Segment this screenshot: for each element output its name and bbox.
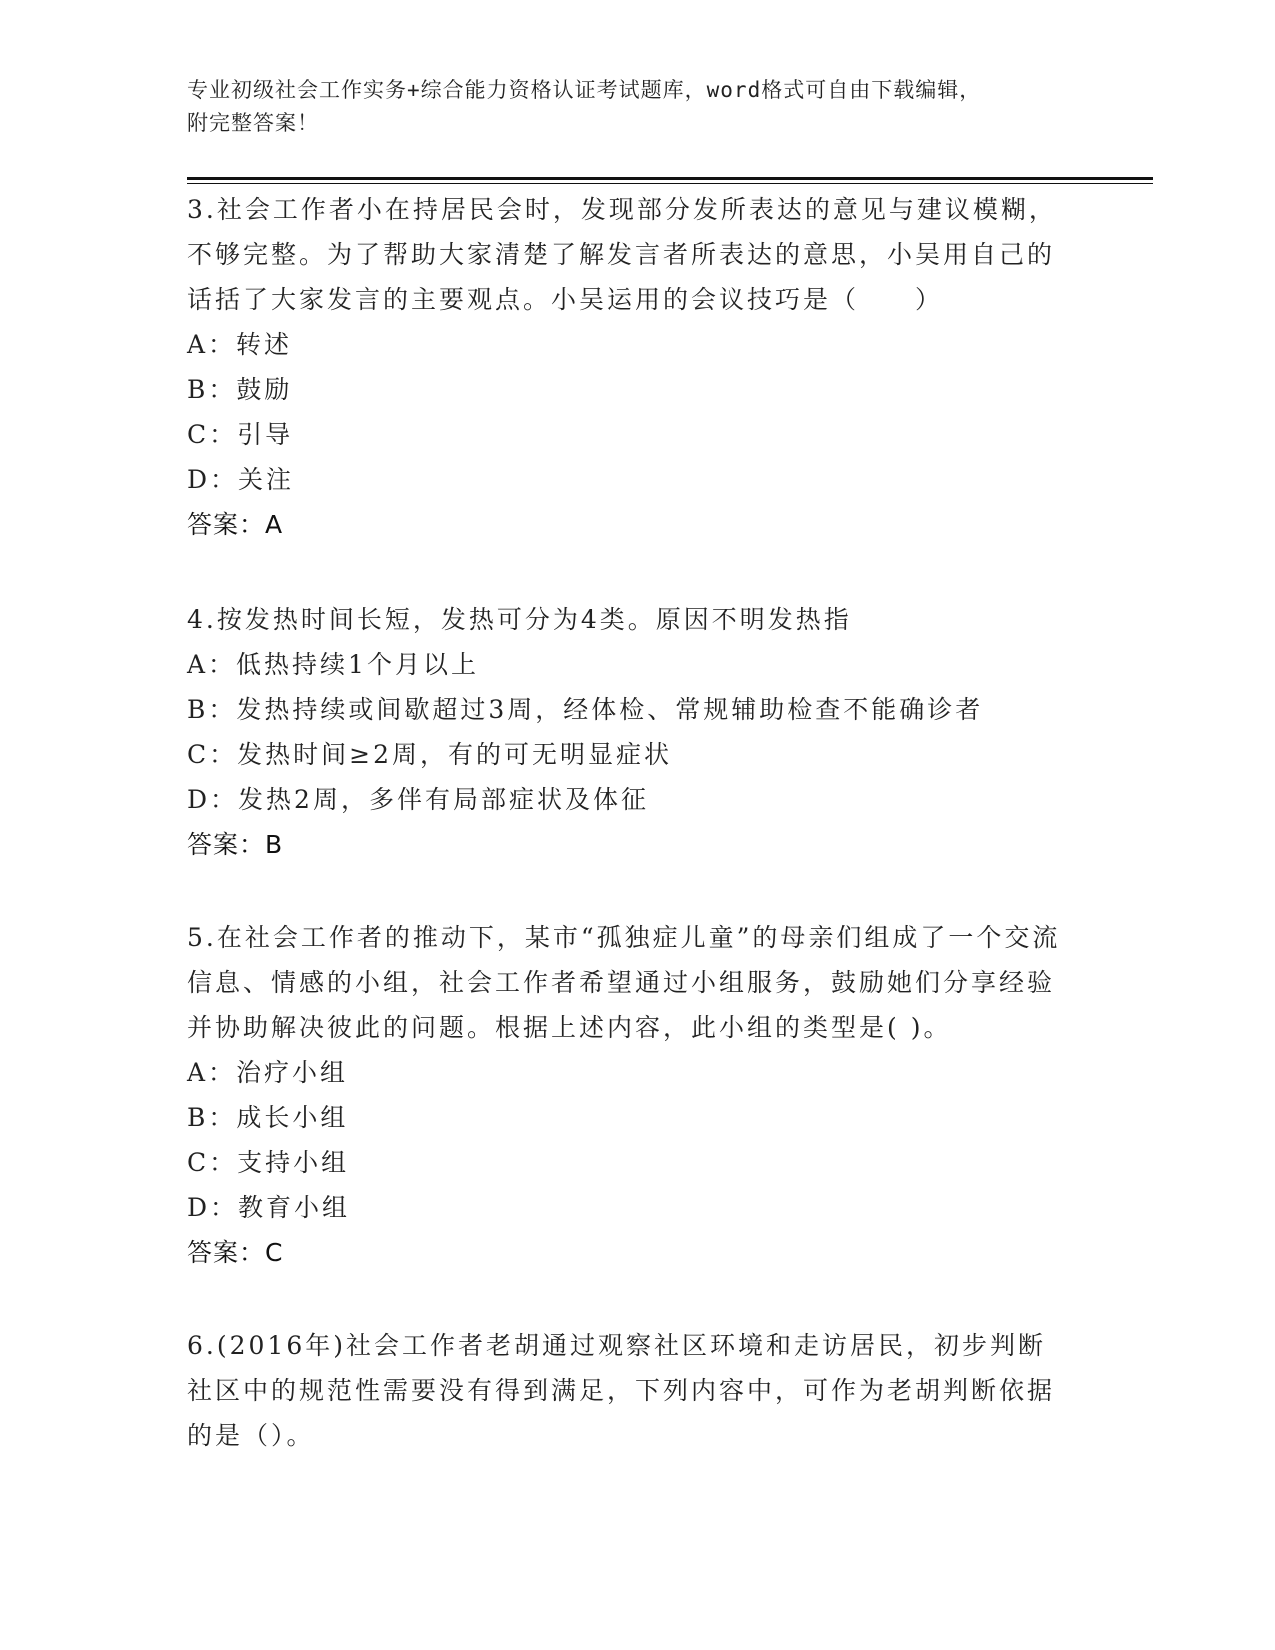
question-text: 6.(2016年)社会工作者老胡通过观察社区环境和走访居民，初步判断社区中的规范性需要没有得到满足，下列内容中，可作为老胡判断依据的是（）。	[187, 1331, 1056, 1450]
header-divider-thick	[187, 177, 1153, 180]
header-line-2: 附完整答案！	[187, 111, 319, 135]
answer-line: 答案：B	[187, 830, 284, 859]
answer-line: 答案：C	[187, 1238, 284, 1267]
question-4	[187, 597, 1067, 867]
option-d: D：教育小组	[187, 1193, 351, 1222]
question-text: 5.在社会工作者的推动下，某市“孤独症儿童”的母亲们组成了一个交流信息、情感的小组，社会工作者希望通过小组服务，鼓励她们分享经验并协助解决彼此的问题。根据上述内容，此小组的类型是( )。	[187, 923, 1061, 1042]
header-divider-thin	[187, 183, 1153, 184]
question-3	[187, 187, 1067, 547]
option-b: B：鼓励	[187, 375, 293, 404]
question-text: 3.社会工作者小在持居民会时，发现部分发所表达的意见与建议模糊，不够完整。为了帮助大家清楚了解发言者所表达的意思，小吴用自己的话括了大家发言的主要观点。小吴运用的会议技巧是（ ）	[187, 195, 1057, 314]
option-a: A：转述	[187, 330, 293, 359]
question-5	[187, 915, 1067, 1275]
option-b: B：成长小组	[187, 1103, 349, 1132]
question-6	[187, 1323, 1067, 1458]
option-c: C：引导	[187, 420, 294, 449]
answer-line: 答案：A	[187, 510, 284, 539]
option-d: D：关注	[187, 465, 295, 494]
question-text: 4.按发热时间长短，发热可分为4类。原因不明发热指	[187, 605, 852, 634]
document-header	[187, 74, 1087, 140]
option-c: C：支持小组	[187, 1148, 350, 1177]
header-line-1: 专业初级社会工作实务+综合能力资格认证考试题库，word格式可自由下载编辑，	[187, 78, 982, 102]
option-a: A：低热持续1个月以上	[187, 650, 479, 679]
option-d: D：发热2周，多伴有局部症状及体征	[187, 785, 649, 814]
option-b: B：发热持续或间歇超过3周，经体检、常规辅助检查不能确诊者	[187, 695, 984, 724]
option-c: C：发热时间≥2周，有的可无明显症状	[187, 740, 672, 769]
option-a: A：治疗小组	[187, 1058, 349, 1087]
